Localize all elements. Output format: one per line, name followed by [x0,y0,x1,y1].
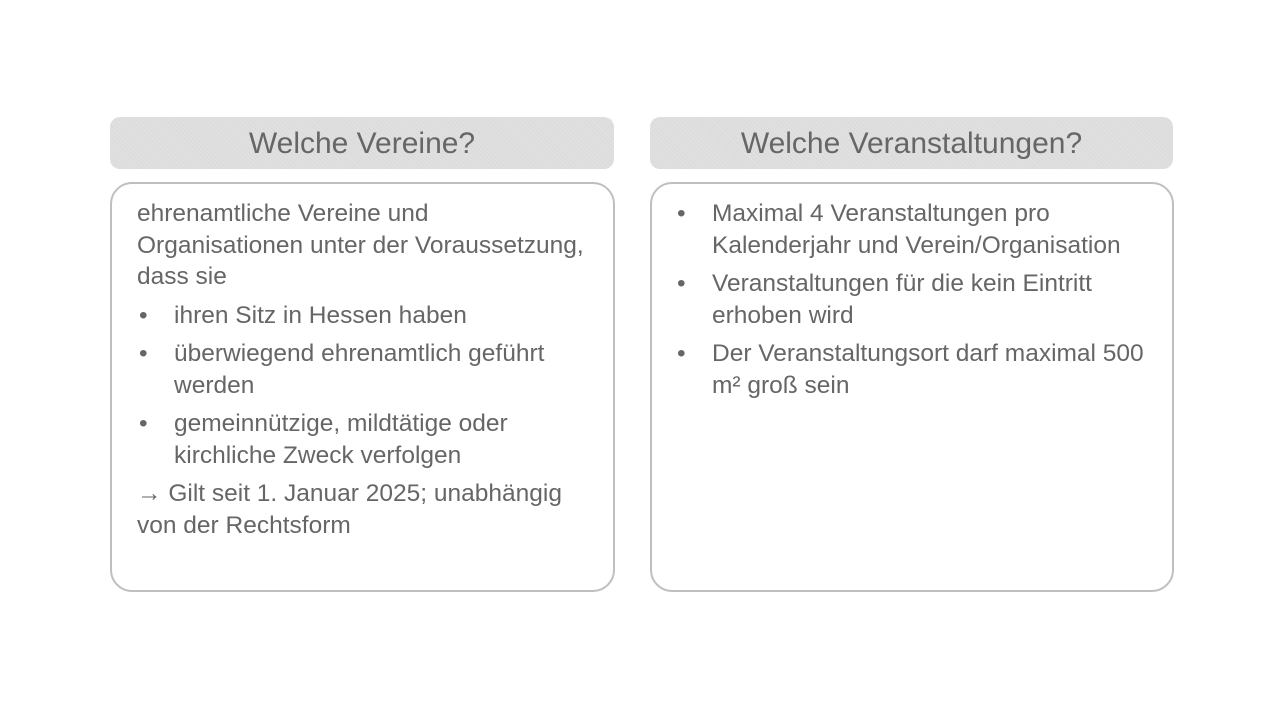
list-item-text: Maximal 4 Veranstaltungen pro Kalenderjahr und Verein/Organisation [712,200,1121,259]
bullet-icon: • [139,340,148,367]
veranstaltungen-box [650,182,1174,592]
list-item [675,198,1154,261]
bullet-icon: • [677,340,686,367]
veranstaltungen-header [650,117,1173,169]
vereine-criteria-list [137,300,593,472]
bullet-icon: • [139,301,148,329]
bullet-icon: • [677,270,686,297]
list-item [675,338,1154,401]
list-item [675,268,1154,331]
vereine-header [110,117,614,169]
vereine-title: Welche Vereine? [248,127,476,160]
veranstaltungen-criteria-list [675,198,1154,401]
bullet-icon: • [139,410,148,437]
list-item-text: Veranstaltungen für die kein Eintritt erhoben wird [712,270,1092,329]
validity-note-text: Gilt seit 1. Januar 2025; unabhängig von der Rechtsform [137,480,562,539]
bullet-icon: • [677,200,686,227]
list-item-text: ihren Sitz in Hessen haben [174,301,467,329]
validity-note [137,478,593,541]
list-item [137,408,593,471]
list-item [137,300,593,332]
right-arrow-icon: → [137,480,162,507]
list-item-text: Der Veranstaltungsort darf maximal 500 m² groß sein [712,340,1144,399]
vereine-intro: ehrenamtliche Vereine und Organisationen unter der Voraussetzung, dass sie [137,200,584,290]
veranstaltungen-title: Welche Veranstaltungen? [740,127,1083,160]
list-item-text: überwiegend ehrenamtlich geführt werden [174,340,545,399]
list-item [137,338,593,401]
list-item-text: gemeinnützige, mildtätige oder kirchliche Zweck verfolgen [174,410,508,469]
vereine-box [110,182,615,592]
